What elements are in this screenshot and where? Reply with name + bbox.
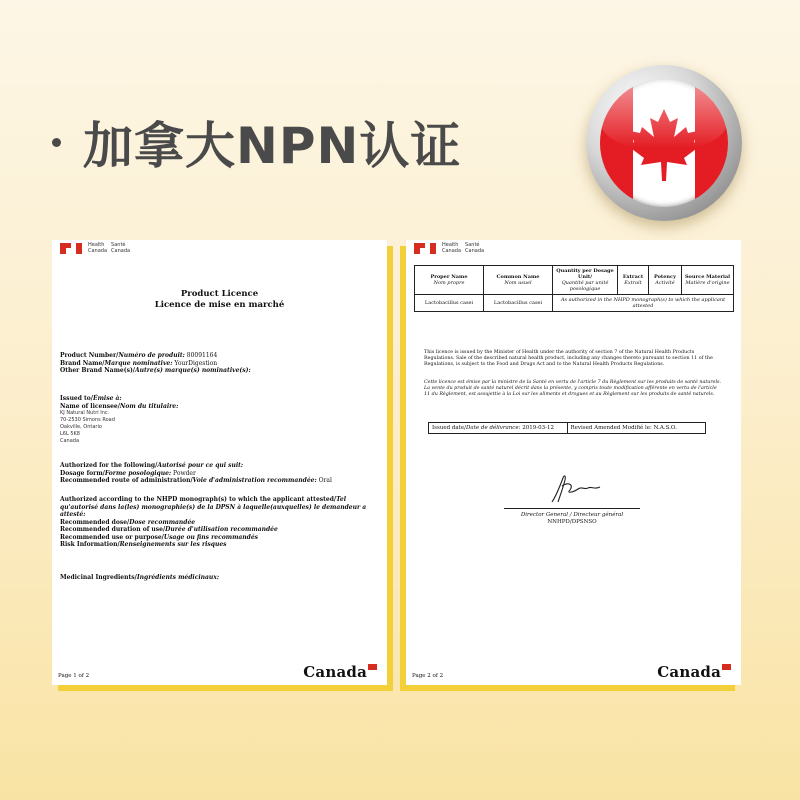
authorized-label: Authorized for the following/ bbox=[60, 462, 158, 469]
issued-date-cell bbox=[429, 423, 568, 434]
product-number-label-fr: Numéro de produit: bbox=[118, 352, 185, 359]
signature-icon bbox=[546, 472, 616, 506]
heading-text: 加拿大NPN认证 bbox=[83, 117, 462, 175]
col-header-quantity: Quantity per Dosage Unit/ Quantité par unité posologique bbox=[553, 266, 618, 295]
wordmark-text: Canada bbox=[303, 663, 367, 681]
licence-statement-en: This licence is issued by the Minister of Health under the authority of section 7 of the Natural Health Products Regulations. Sale of the described natural health product, including any changes thereto pursuant to section 11 of the Regulations, is subject to the Food and Drugs Act and to the Natural Health Products Regulations. bbox=[424, 350, 713, 367]
dept-canada: Canada bbox=[88, 248, 108, 254]
brand-name-value: YourDigestion bbox=[172, 359, 218, 367]
licence-statement-fr: Cette licence est émise par la ministre de la Santé en vertu de l'article 7 du Règlement sur les produits de santé naturels. La vente du produit de santé naturel décrit dans la présente, y compris toute modification afférente en vertu de l'article 11 du Règlement, est assujettie à la Loi sur les aliments et drogues et au Règlement sur les produits de santé naturels. bbox=[424, 380, 722, 397]
dose-label: Recommended dose/ bbox=[60, 518, 130, 526]
table-header-row bbox=[415, 266, 734, 295]
risk-label-fr: Renseignements sur les risques bbox=[119, 541, 227, 548]
route-label: Recommended route of administration/ bbox=[60, 477, 193, 484]
monograph-label: Authorized according to the NHPD monograph(s) to which the applicant attested/ bbox=[60, 496, 337, 503]
cell-proper-name: Lactobacillus casei bbox=[415, 295, 484, 312]
canada-wordmark bbox=[303, 663, 377, 681]
address-line: 70-2530 Simons Road bbox=[60, 417, 115, 423]
licence-page-2 bbox=[406, 240, 741, 685]
risk-label: Risk Information/ bbox=[60, 541, 120, 548]
ingredients-label-fr: Ingrédients médicinaux: bbox=[136, 574, 220, 581]
cell-monograph-note: As authorized in the NHPD monograph(s) to which the applicant attested bbox=[553, 295, 734, 312]
signature-line bbox=[504, 508, 640, 509]
page-number: Page 2 of 2 bbox=[412, 673, 444, 679]
health-canada-header bbox=[414, 242, 484, 254]
dosage-form-label-fr: Forme posologique: bbox=[104, 469, 172, 477]
brand-name-label: Brand Name/ bbox=[60, 359, 105, 367]
dosage-form-value: Powder bbox=[171, 469, 196, 477]
ingredients-table bbox=[414, 265, 734, 312]
revised-date-value: N.A.S.O. bbox=[651, 425, 677, 431]
dates-table bbox=[428, 422, 706, 434]
address-line: Canada bbox=[60, 438, 80, 444]
issued-date-label-fr: Date de délivrance: bbox=[466, 425, 521, 431]
licence-page-1 bbox=[52, 240, 387, 685]
canada-flag-mini-icon bbox=[60, 243, 82, 254]
signatory-line2: NNHPD/DPSNSO bbox=[547, 519, 597, 525]
page-heading bbox=[52, 112, 462, 175]
issued-to-label: Issued to/ bbox=[60, 395, 93, 402]
dept-health: Health bbox=[442, 242, 459, 248]
issued-date-label: Issued date/ bbox=[432, 425, 467, 431]
dept-canada-fr: Canada bbox=[465, 248, 485, 254]
duration-label-fr: Durée d'utilisation recommandée bbox=[165, 526, 278, 533]
canada-flag-mini-icon bbox=[414, 243, 436, 254]
ingredients-info bbox=[60, 574, 377, 582]
col-header-common-name: Common Name Nom usuel bbox=[484, 266, 553, 295]
monograph-label-fr: Tel qu'autorisé dans la(les) monographie(s) de la DPSN à laquelle(auxquelles) le demandeur a attesté: bbox=[60, 496, 367, 518]
signatory-title bbox=[504, 512, 640, 526]
wordmark-flag-icon bbox=[722, 664, 731, 670]
issued-date-value: 2019-03-12 bbox=[520, 425, 554, 431]
other-brand-label-fr: Autre(s) marque(s) nominative(s): bbox=[134, 367, 251, 374]
signatory-line1: Director General / Directeur général bbox=[520, 512, 624, 518]
licensee-label-fr: Nom du titulaire: bbox=[119, 402, 179, 410]
brand-name-label-fr: Marque nominative: bbox=[104, 359, 173, 367]
wordmark-flag-icon bbox=[368, 664, 377, 670]
licensee-label: Name of licensee/ bbox=[60, 402, 120, 410]
dept-sante: Santé bbox=[111, 242, 126, 248]
dose-label-fr: Dose recommandée bbox=[129, 518, 196, 526]
product-number-label: Product Number/ bbox=[60, 352, 119, 359]
licence-title bbox=[52, 289, 387, 311]
col-header-source-material: Source Material Matière d'origine bbox=[682, 266, 734, 295]
dept-health: Health bbox=[88, 242, 105, 248]
revised-date-cell bbox=[567, 423, 706, 434]
col-header-proper-name: Proper Name Nom propre bbox=[415, 266, 484, 295]
issued-to-label-fr: Émise à: bbox=[93, 395, 122, 402]
dosage-form-label: Dosage form/ bbox=[60, 469, 105, 477]
col-header-extract: Extract Extrait bbox=[618, 266, 649, 295]
other-brand-label: Other Brand Name(s)/ bbox=[60, 367, 135, 374]
purpose-label-fr: Usage ou fins recommandés bbox=[163, 533, 259, 541]
col-header-potency: Potency Activité bbox=[649, 266, 682, 295]
duration-label: Recommended duration of use/ bbox=[60, 526, 166, 533]
title-fr: Licence de mise en marché bbox=[154, 300, 285, 310]
ingredients-label: Medicinal Ingredients/ bbox=[60, 574, 137, 581]
product-info bbox=[60, 352, 377, 375]
table-row bbox=[415, 295, 734, 312]
authorization-info bbox=[60, 462, 377, 485]
licensee-info bbox=[60, 395, 377, 445]
health-canada-header bbox=[60, 242, 130, 254]
canada-flag-icon bbox=[586, 65, 742, 221]
address-line: L6L 5K8 bbox=[60, 431, 80, 437]
wordmark-text: Canada bbox=[657, 663, 721, 681]
table-row bbox=[429, 423, 706, 434]
route-label-fr: Voie d'administration recommandée: bbox=[192, 477, 317, 484]
dept-sante: Santé bbox=[465, 242, 480, 248]
title-en: Product Licence bbox=[180, 289, 259, 299]
cell-common-name: Lactobacillus casei bbox=[484, 295, 553, 312]
revised-date-label: Revised Amended Modifié le: bbox=[570, 425, 652, 431]
purpose-label: Recommended use or purpose/ bbox=[60, 533, 164, 541]
product-number-value: 80091164 bbox=[184, 352, 218, 359]
page-number: Page 1 of 2 bbox=[58, 673, 90, 679]
monograph-info bbox=[60, 496, 377, 549]
dept-canada: Canada bbox=[442, 248, 462, 254]
canada-wordmark bbox=[657, 663, 731, 681]
authorized-label-fr: Autorisé pour ce qui suit: bbox=[157, 462, 244, 469]
licensee-address bbox=[60, 410, 377, 445]
address-line: Oakville, Ontario bbox=[60, 424, 102, 430]
dept-canada-fr: Canada bbox=[111, 248, 131, 254]
address-line: KJ Natural Nutri Inc. bbox=[60, 410, 110, 416]
route-value: Oral bbox=[316, 477, 332, 484]
bullet-icon bbox=[52, 138, 61, 147]
